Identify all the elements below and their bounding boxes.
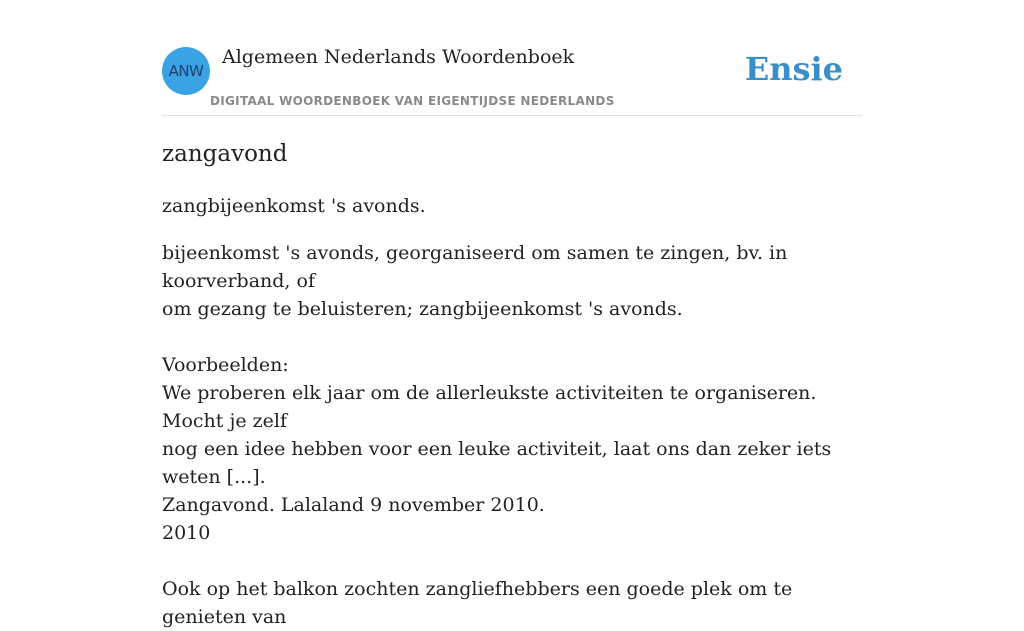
- spacer: [162, 323, 862, 351]
- entry-headword: zangavond: [162, 141, 288, 167]
- site-title[interactable]: Algemeen Nederlands Woordenboek: [222, 46, 575, 68]
- long-definition: [162, 239, 862, 631]
- definition-line: bijeenkomst 's avonds, georganiseerd om samen te zingen, bv. in koorverband, of: [162, 242, 788, 292]
- example-year: 2010: [162, 522, 211, 544]
- definition-line: om gezang te beluisteren; zangbijeenkomst 's avonds.: [162, 298, 683, 320]
- ensie-brand-logo[interactable]: Ensie: [744, 50, 843, 88]
- example-line: We proberen elk jaar om de allerleukste activiteiten te organiseren. Mocht je zelf: [162, 382, 817, 432]
- short-definition: zangbijeenkomst 's avonds.: [162, 195, 426, 217]
- site-subtitle: DIGITAAL WOORDENBOEK VAN EIGENTIJDSE NEDERLANDS: [210, 94, 615, 108]
- site-header: [162, 40, 862, 116]
- spacer: [162, 547, 862, 575]
- anw-logo[interactable]: ANW: [162, 47, 210, 95]
- example-line: Ook op het balkon zochten zangliefhebbers een goede plek om te genieten van: [162, 578, 793, 628]
- examples-label: Voorbeelden:: [162, 354, 289, 376]
- entry-content: [162, 138, 862, 631]
- example-line: Zangavond. Lalaland 9 november 2010.: [162, 494, 545, 516]
- example-line: nog een idee hebben voor een leuke activiteit, laat ons dan zeker iets weten [...].: [162, 438, 832, 488]
